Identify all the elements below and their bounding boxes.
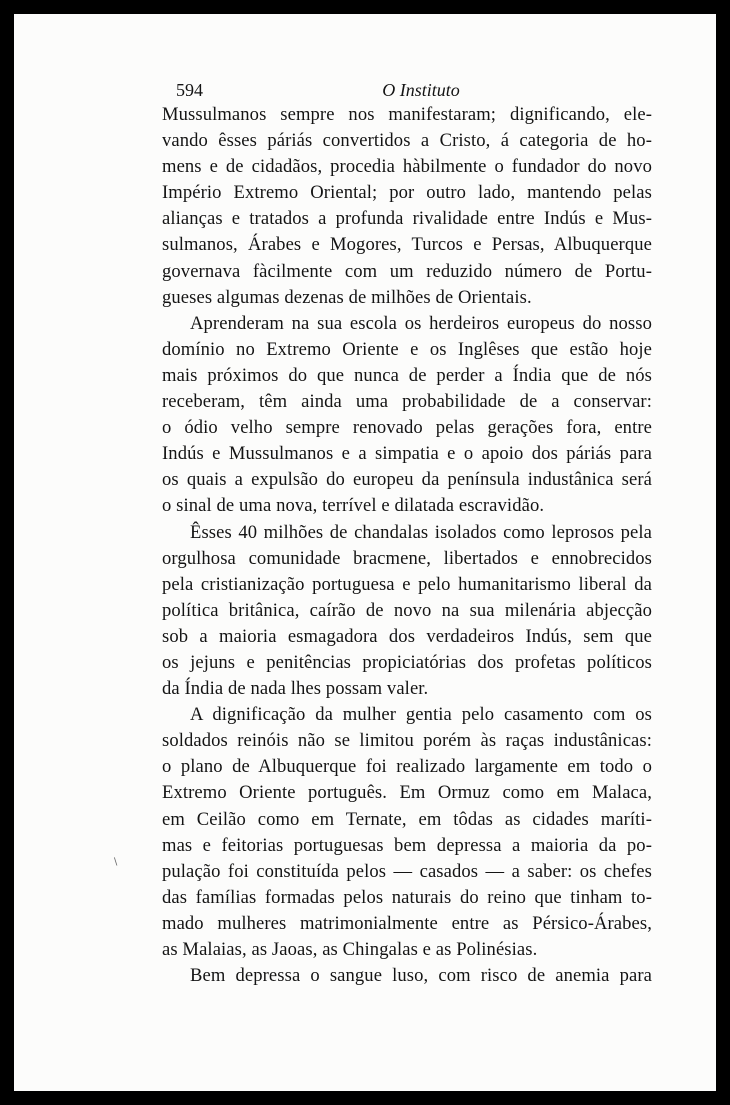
text-line: pulação foi constituída pelos — casados — a saber: os chefes [162, 860, 652, 882]
text-line: alianças e tratados a profunda rivalidade entre Indús e Mus- [162, 208, 652, 230]
text-line: domínio no Extremo Oriente e os Inglêses que estão hoje [162, 338, 652, 360]
text-line: mado mulheres matrimonialmente entre as Pérsico-Árabes, [162, 912, 652, 934]
text-line: Indús e Mussulmanos e a simpatia e o apoio dos páriás para [162, 443, 652, 465]
paragraph-start-line: Êsses 40 milhões de chandalas isolados como leprosos pela [190, 521, 652, 543]
text-line: governava fàcilmente com um reduzido número de Portu- [162, 260, 652, 282]
text-line: sob a maioria esmagadora dos verdadeiros Indús, sem que [162, 625, 652, 647]
text-line: em Ceilão como em Ternate, em tôdas as cidades maríti- [162, 808, 652, 830]
text-line: sulmanos, Árabes e Mogores, Turcos e Persas, Albuquerque [162, 234, 652, 256]
text-line: pela cristianização portuguesa e pelo humanitarismo liberal da [162, 573, 652, 595]
paragraph-start-line: A dignificação da mulher gentia pelo casamento com os [190, 704, 652, 726]
text-line: orgulhosa comunidade bracmene, libertados e ennobrecidos [162, 547, 652, 569]
text-line: Mussulmanos sempre nos manifestaram; dignificando, ele- [162, 104, 652, 125]
text-line: das famílias formadas pelos naturais do reino que tinham to- [162, 886, 652, 908]
paragraph-start-line: Aprenderam na sua escola os herdeiros europeus do nosso [190, 312, 652, 334]
text-line: o plano de Albuquerque foi realizado largamente em todo o [162, 756, 652, 778]
text-line: receberam, têm ainda uma probabilidade de a conservar: [162, 391, 652, 413]
text-line: o sinal de uma nova, terrível e dilatada escravidão. [162, 495, 545, 517]
text-line: da Índia de nada lhes possam valer. [162, 678, 429, 700]
text-line: gueses algumas dezenas de milhões de Orientais. [162, 286, 532, 308]
text-line: os quais a expulsão do europeu da península industânica será [162, 469, 652, 491]
ink-speck: ∖ [112, 857, 119, 868]
text-line: as Malaias, as Jaoas, as Chingalas e as Polinésias. [162, 939, 538, 960]
text-line: os jejuns e penitências propiciatórias dos profetas políticos [162, 651, 652, 673]
text-line: mens e de cidadãos, procedia hàbilmente o fundador do novo [162, 156, 652, 178]
paragraph-start-line: Bem depressa o sangue luso, com risco de anemia para [190, 965, 652, 987]
text-line: soldados reinóis não se limitou porém às raças industânicas: [162, 730, 652, 752]
text-line: mais próximos do que nunca de perder a Índia que de nós [162, 364, 652, 386]
text-line: Extremo Oriente português. Em Ormuz como em Malaca, [162, 782, 652, 804]
text-line: política britânica, caírão de novo na sua milenária abjecção [162, 599, 652, 621]
text-line: vando êsses páriás convertidos a Cristo, á categoria de ho- [162, 130, 652, 152]
text-line: o ódio velho sempre renovado pelas gerações fora, entre [162, 417, 652, 439]
running-title: O Instituto [382, 80, 460, 100]
page-number: 594 [176, 80, 203, 100]
text-line: Império Extremo Oriental; por outro lado, mantendo pelas [162, 182, 652, 204]
text-line: mas e feitorias portuguesas bem depressa a maioria da po- [162, 834, 652, 856]
body-text [162, 102, 652, 989]
